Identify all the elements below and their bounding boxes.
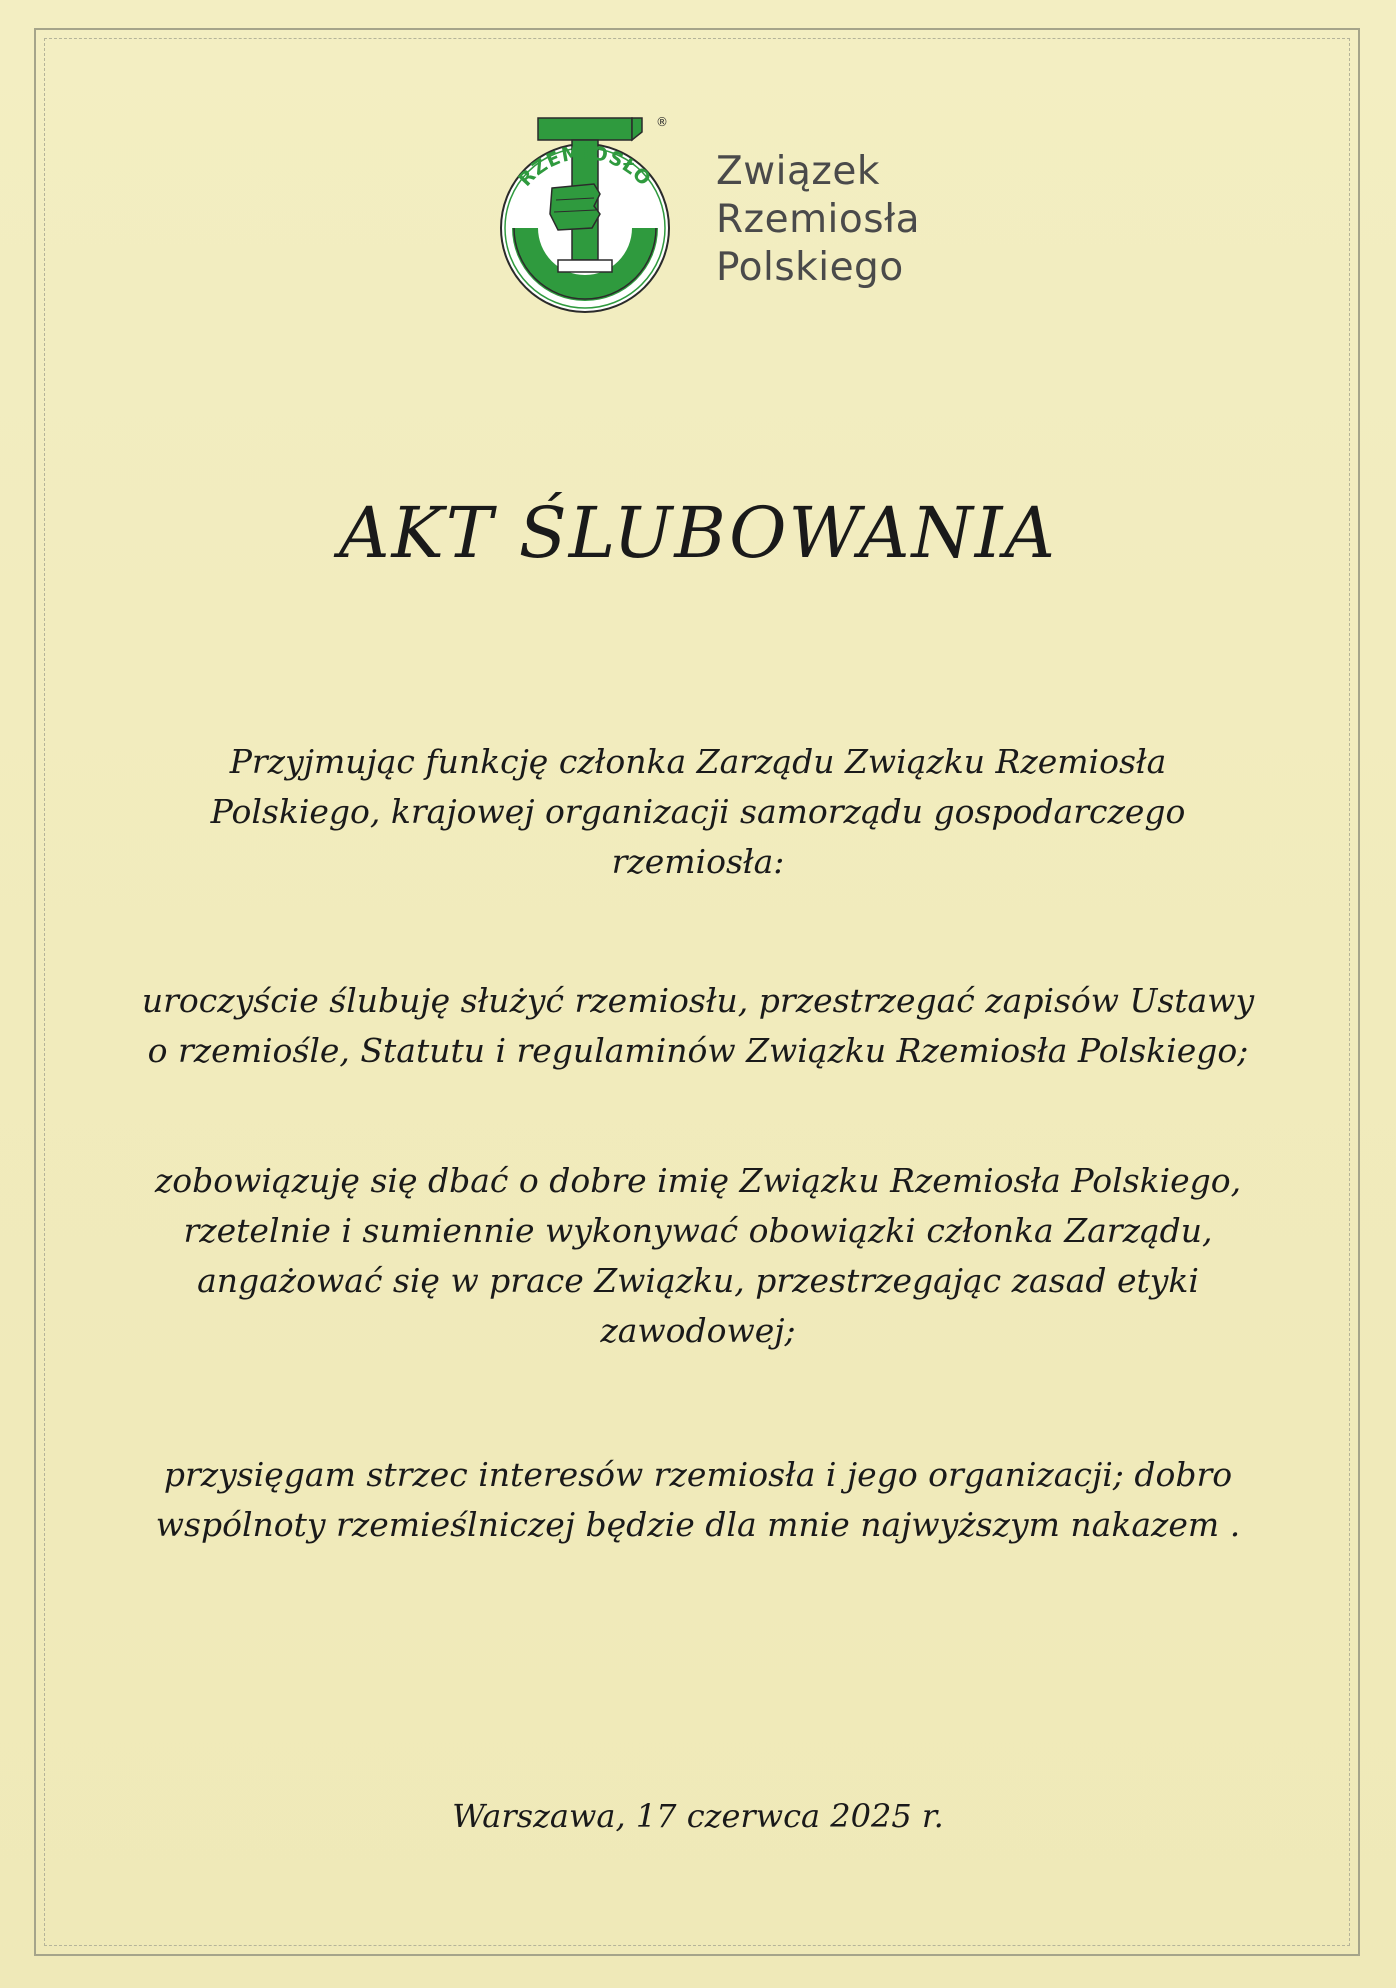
text-line: uroczyście ślubuję służyć rzemiosłu, przestrzegać zapisów Ustawy: [141, 981, 1255, 1020]
oath-paragraph-commitment: [110, 1156, 1286, 1356]
organization-name: [716, 148, 920, 292]
text-line: rzetelnie i sumiennie wykonywać obowiązki członka Zarządu,: [183, 1211, 1213, 1250]
oath-paragraph-vow: [110, 1450, 1286, 1550]
text-line: o rzemiośle, Statutu i regulaminów Związku Rzemiosła Polskiego;: [147, 1031, 1249, 1070]
oath-paragraph-intro: [110, 737, 1286, 887]
text-line: Przyjmując funkcję członka Zarządu Związku Rzemiosła: [229, 742, 1167, 781]
place-and-date: Warszawa, 17 czerwca 2025 r.: [452, 1797, 944, 1835]
text-line: zobowiązuję się dbać o dobre imię Związku Rzemiosła Polskiego,: [154, 1161, 1242, 1200]
text-line: zawodowej;: [600, 1311, 796, 1350]
svg-text:RZEMIOSŁO: RZEMIOSŁO: [514, 141, 656, 191]
oath-paragraph-pledge: [110, 976, 1286, 1076]
text-line: angażować się w prace Związku, przestrzegając zasad etyki: [197, 1261, 1199, 1300]
text-line: przysięgam strzec interesów rzemiosła i jego organizacji; dobro: [163, 1455, 1233, 1494]
text-line: wspólnoty rzemieślniczej będzie dla mnie najwyższym nakazem .: [155, 1505, 1241, 1544]
org-name-line: Polskiego: [716, 245, 904, 290]
text-line: Polskiego, krajowej organizacji samorządu gospodarczego: [210, 792, 1186, 831]
text-line: rzemiosła:: [611, 842, 785, 881]
rzemioslo-emblem-icon: [490, 110, 680, 320]
org-name-line: Związek: [716, 149, 880, 194]
org-name-line: Rzemiosła: [716, 197, 921, 242]
organization-logo: [490, 110, 940, 320]
document-title: AKT ŚLUBOWANIA: [339, 492, 1057, 574]
svg-text:®: ®: [656, 115, 668, 129]
